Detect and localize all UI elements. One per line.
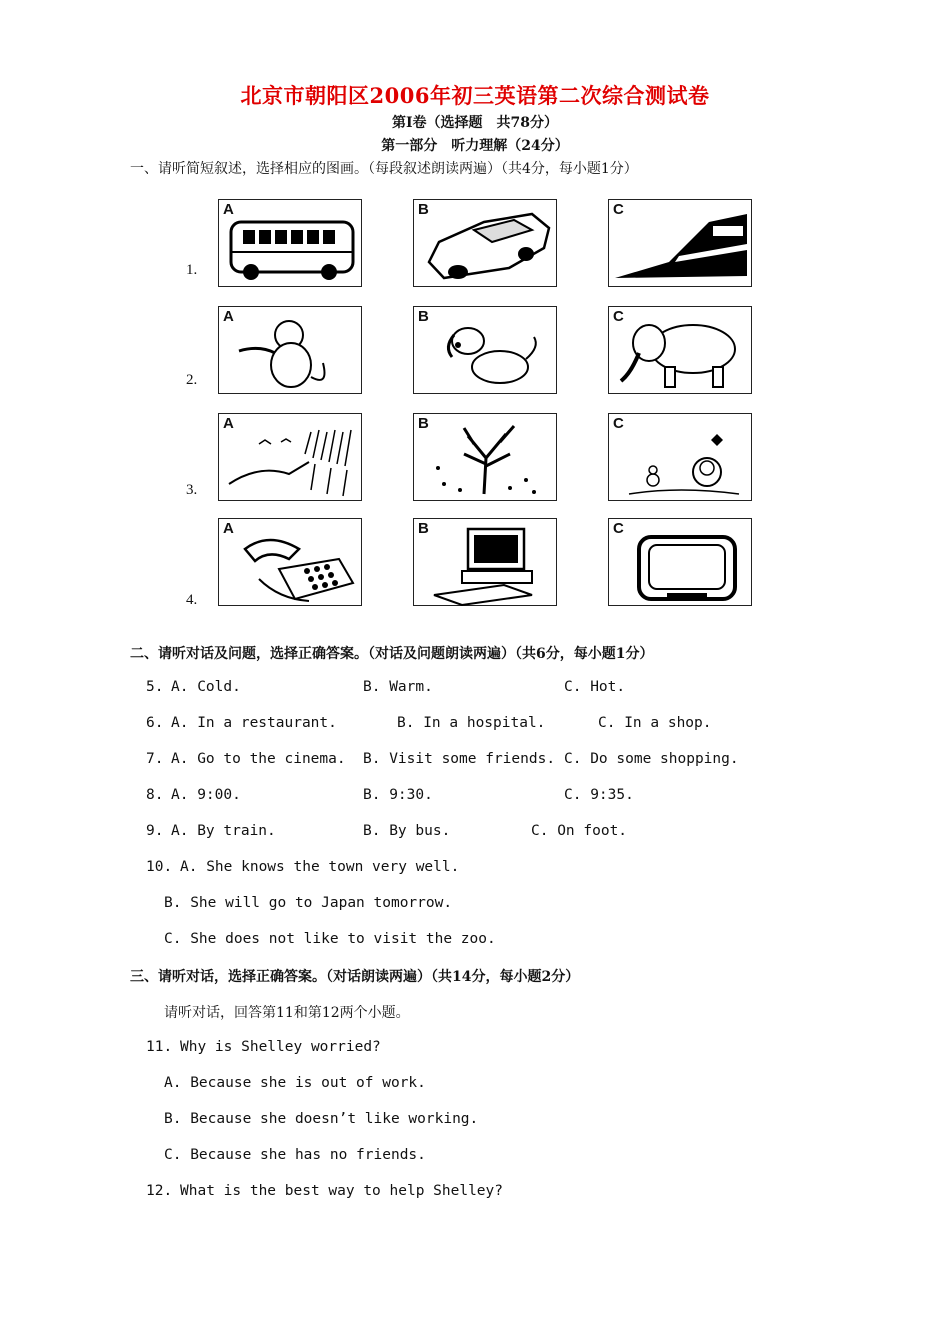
picture-4a[interactable] [218, 518, 362, 606]
rain-scene-icon [219, 414, 363, 502]
question-number-10: 10. [146, 859, 173, 875]
q6-option-c[interactable]: C. In a shop. [598, 715, 712, 731]
train-icon [609, 200, 753, 288]
bus-icon [219, 200, 363, 288]
elephant-icon [609, 307, 753, 395]
car-icon [414, 200, 558, 288]
q5-option-c[interactable]: C. Hot. [564, 679, 626, 695]
q8-option-a[interactable]: A. 9:00. [171, 787, 241, 803]
option-label: C [613, 520, 624, 537]
picture-2c[interactable] [608, 306, 752, 394]
option-label: A [223, 520, 234, 537]
q5-option-b[interactable]: B. Warm. [363, 679, 433, 695]
q8-option-b[interactable]: B. 9:30. [363, 787, 433, 803]
option-label: C [613, 308, 624, 325]
television-icon [609, 519, 753, 607]
option-label: B [418, 308, 429, 325]
picture-1c[interactable] [608, 199, 752, 287]
option-label: B [418, 520, 429, 537]
q11-option-c[interactable]: C. Because she has no friends. [164, 1147, 426, 1163]
snow-scene-icon [609, 414, 753, 502]
q11-option-a[interactable]: A. Because she is out of work. [164, 1075, 426, 1091]
question-number-3: 3. [186, 482, 198, 498]
q6-option-a[interactable]: A. In a restaurant. [171, 715, 337, 731]
q9-option-c[interactable]: C. On foot. [531, 823, 628, 839]
picture-2a[interactable] [218, 306, 362, 394]
autumn-tree-icon [414, 414, 558, 502]
picture-3b[interactable] [413, 413, 557, 501]
dog-icon [414, 307, 558, 395]
option-label: A [223, 201, 234, 218]
q7-option-c[interactable]: C. Do some shopping. [564, 751, 739, 767]
picture-1b[interactable] [413, 199, 557, 287]
q10-option-c[interactable]: C. She does not like to visit the zoo. [164, 931, 496, 947]
section-one-instructions: 一、请听简短叙述，选择相应的图画。（每段叙述朗读两遍）（共4分，每小题1分） [130, 161, 638, 177]
question-number-12: 12. [146, 1183, 173, 1199]
option-label: B [418, 415, 429, 432]
question-number-8: 8. [146, 787, 164, 803]
section-three-instructions: 三、请听对话，选择正确答案。（对话朗读两遍）（共14分，每小题2分） [130, 969, 580, 985]
question-number-9: 9. [146, 823, 164, 839]
option-label: B [418, 201, 429, 218]
q10-option-a[interactable]: A. She knows the town very well. [180, 859, 460, 875]
q7-option-a[interactable]: A. Go to the cinema. [171, 751, 346, 767]
question-number-1: 1. [186, 262, 198, 278]
picture-3a[interactable] [218, 413, 362, 501]
option-label: A [223, 415, 234, 432]
question-number-11: 11. [146, 1039, 173, 1055]
q7-option-b[interactable]: B. Visit some friends. [363, 751, 556, 767]
question-number-6: 6. [146, 715, 164, 731]
telephone-icon [219, 519, 363, 607]
q5-option-a[interactable]: A. Cold. [171, 679, 241, 695]
option-label: C [613, 201, 624, 218]
q11-option-b[interactable]: B. Because she doesn’t like working. [164, 1111, 479, 1127]
question-number-2: 2. [186, 372, 198, 388]
q12-question-text: What is the best way to help Shelley? [180, 1183, 504, 1199]
listening-part-heading: 第一部分 听力理解（24分） [381, 138, 569, 154]
q6-option-b[interactable]: B. In a hospital. [397, 715, 546, 731]
page-title: 北京市朝阳区2006年初三英语第二次综合测试卷 [240, 83, 710, 108]
paper-part-heading: 第Ⅰ卷（选择题 共78分） [391, 115, 559, 131]
monkey-icon [219, 307, 363, 395]
picture-3c[interactable] [608, 413, 752, 501]
computer-icon [414, 519, 558, 607]
q9-option-a[interactable]: A. By train. [171, 823, 276, 839]
picture-4b[interactable] [413, 518, 557, 606]
option-label: A [223, 308, 234, 325]
section-two-instructions: 二、请听对话及问题，选择正确答案。（对话及问题朗读两遍）（共6分，每小题1分） [130, 646, 654, 662]
q8-option-c[interactable]: C. 9:35. [564, 787, 634, 803]
q9-option-b[interactable]: B. By bus. [363, 823, 451, 839]
q10-option-b[interactable]: B. She will go to Japan tomorrow. [164, 895, 453, 911]
section-three-intro: 请听对话，回答第11和第12两个小题。 [164, 1005, 410, 1021]
picture-2b[interactable] [413, 306, 557, 394]
picture-4c[interactable] [608, 518, 752, 606]
question-number-5: 5. [146, 679, 164, 695]
question-number-4: 4. [186, 592, 198, 608]
picture-1a[interactable] [218, 199, 362, 287]
option-label: C [613, 415, 624, 432]
q11-question-text: Why is Shelley worried? [180, 1039, 381, 1055]
question-number-7: 7. [146, 751, 164, 767]
